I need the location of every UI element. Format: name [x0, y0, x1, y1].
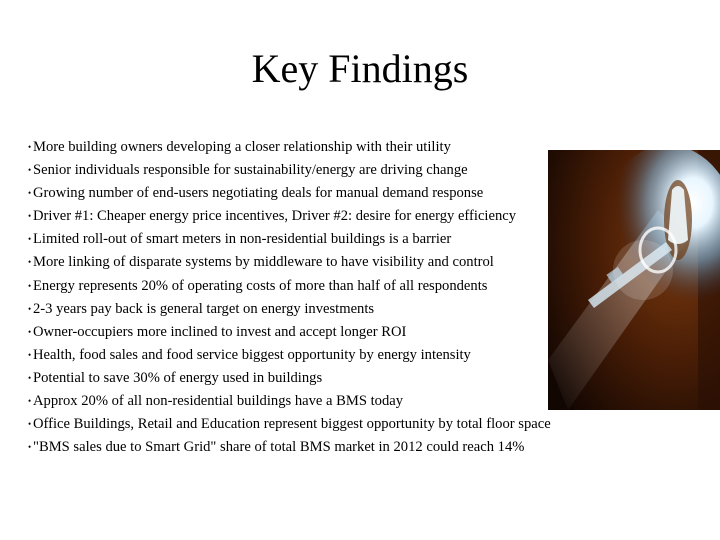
list-item: • "BMS sales due to Smart Grid" share of total BMS market in 2012 could reach 14%: [30, 436, 35, 459]
bullet-icon: •: [28, 372, 32, 383]
bullet-icon: •: [28, 257, 32, 268]
bullet-icon: •: [28, 303, 32, 314]
bullet-icon: •: [28, 211, 32, 222]
bullet-list: [28, 136, 551, 459]
list-item: • Limited roll-out of smart meters in non-residential buildings is a barrier: [30, 228, 35, 251]
bullet-icon: •: [28, 188, 32, 199]
list-item: • Office Buildings, Retail and Education represent biggest opportunity by total floor space: [30, 413, 35, 436]
list-item: • Energy represents 20% of operating costs of more than half of all respondents: [30, 275, 35, 298]
bullet-icon: •: [28, 165, 32, 176]
bullet-icon: •: [28, 349, 32, 360]
list-item: • 2-3 years pay back is general target on energy investments: [30, 298, 35, 321]
list-item: • Potential to save 30% of energy used in buildings: [30, 367, 35, 390]
bullet-icon: •: [28, 326, 32, 337]
list-item: • More building owners developing a closer relationship with their utility: [30, 136, 35, 159]
bullet-icon: •: [28, 442, 32, 453]
keyhole-light-image: [548, 150, 720, 410]
list-item: • Driver #1: Cheaper energy price incentives, Driver #2: desire for energy efficiency: [30, 205, 35, 228]
list-item: • Health, food sales and food service biggest opportunity by energy intensity: [30, 344, 35, 367]
bullet-icon: •: [28, 396, 32, 407]
bullet-icon: •: [28, 234, 32, 245]
slide-title: Key Findings: [251, 46, 469, 91]
list-item: • Approx 20% of all non-residential buildings have a BMS today: [30, 390, 35, 413]
list-item: • Senior individuals responsible for sustainability/energy are driving change: [30, 159, 35, 182]
list-item: • Owner-occupiers more inclined to invest and accept longer ROI: [30, 321, 35, 344]
bullet-icon: •: [28, 419, 32, 430]
list-item: • More linking of disparate systems by middleware to have visibility and control: [30, 251, 35, 274]
list-item: • Growing number of end-users negotiating deals for manual demand response: [30, 182, 35, 205]
bullet-icon: •: [28, 142, 32, 152]
bullet-icon: •: [28, 280, 32, 291]
